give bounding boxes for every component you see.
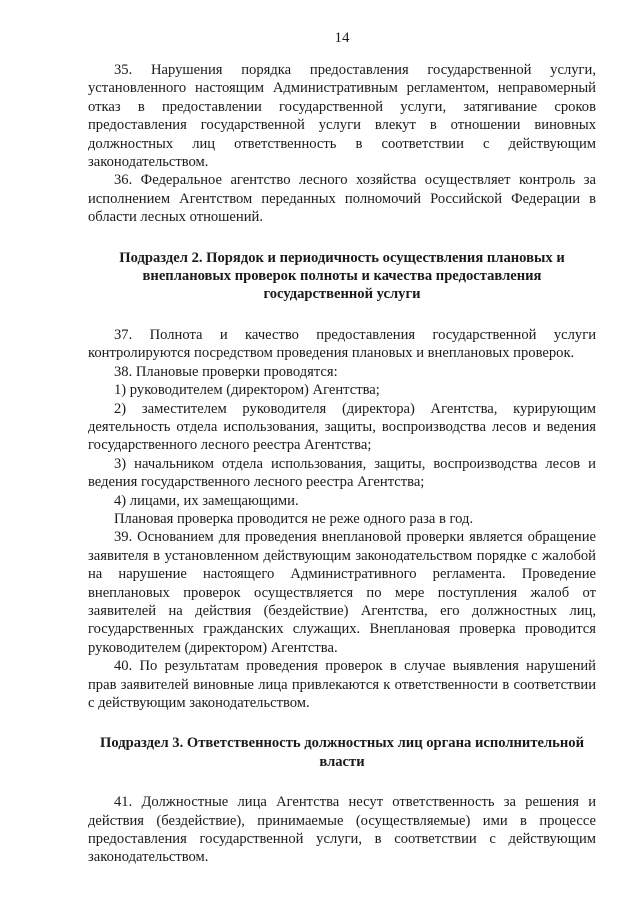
spacer — [88, 304, 596, 326]
list-item-4: 4) лицами, их замещающими. — [114, 492, 299, 509]
paragraph-39: 39. Основанием для проведения внеплановой проверки является обращение заявителя в установленном действующим законодательством порядке с жалобой на нарушение настоящего Административного регламента. Проведение внеплановых проверок осуществляется по мере поступления жалоб от заявителей на действия (бездействие) Агентства, его должностных лиц, государственных гражданских служащих. Внеплановая проверка проводится руководителем (директором) Агентства. — [88, 529, 596, 656]
list-item-1: 1) руководителем (директором) Агентства; — [114, 382, 380, 399]
list-item-3: 3) начальником отдела использования, защиты, воспроизводства лесов и ведения государственного лесного реестра Агентства; — [88, 455, 596, 491]
document-body — [88, 61, 596, 867]
page-number: 14 — [334, 30, 350, 46]
planned-check-frequency: Плановая проверка проводится не реже одного раза в год. — [114, 510, 474, 527]
section-3-heading: Подраздел 3. Ответственность должностных лиц органа исполнительной власти — [99, 735, 585, 770]
paragraph-41: 41. Должностные лица Агентства несут ответственность за решения и действия (бездействие), принимаемые (осуществляемые) ими в процессе предоставления государственной услуги, в соответствии с действующим законодательством. — [88, 794, 596, 866]
spacer — [88, 227, 596, 249]
list-item-2: 2) заместителем руководителя (директора) Агентства, курирующим деятельность отдела использования, защиты, воспроизводства лесов и ведения государственного лесного реестра Агентства; — [88, 400, 596, 454]
spacer — [88, 771, 596, 793]
paragraph-35: 35. Нарушения порядка предоставления государственной услуги, установленного настоящим Административным регламентом, неправомерный отказ в предоставлении государственной услуги, затягивание сроков предоставления государственной услуги влекут в отношении виновных должностных лиц ответственность в соответствии с действующим законодательством. — [88, 62, 596, 171]
paragraph-36: 36. Федеральное агентство лесного хозяйства осуществляет контроль за исполнением Агентством переданных полномочий Российской Федерации в области лесных отношений. — [88, 172, 596, 226]
paragraph-38: 38. Плановые проверки проводятся: — [114, 363, 338, 380]
paragraph-37: 37. Полнота и качество предоставления государственной услуги контролируются посредством проведения плановых и внеплановых проверок. — [88, 326, 596, 362]
paragraph-40: 40. По результатам проведения проверок в случае выявления нарушений прав заявителей виновные лица привлекаются к ответственности в соответствии с действующим законодательством. — [88, 658, 596, 711]
spacer — [88, 712, 596, 734]
section-2-heading: Подраздел 2. Порядок и периодичность осуществления плановых и внеплановых проверок полноты и качества предоставления государственной услуги — [119, 249, 565, 303]
